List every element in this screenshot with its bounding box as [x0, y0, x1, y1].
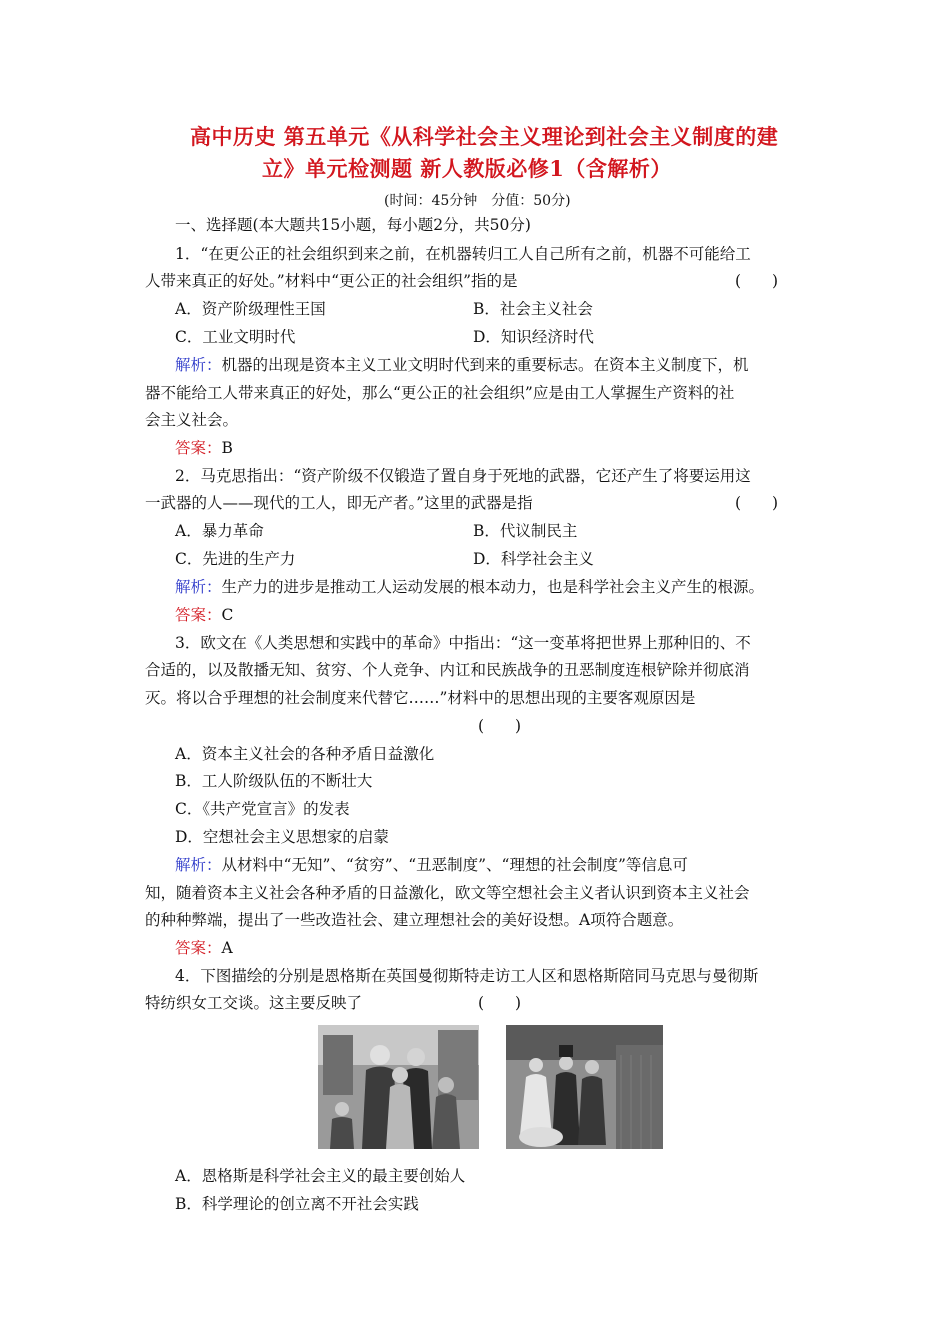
q2-option-a: A．暴力革命 [175, 522, 264, 540]
q1-stem-line-2 [145, 271, 518, 291]
section-heading: 一、选择题(本大题共15小题，每小题2分，共50分) [175, 216, 531, 234]
q3-answer [175, 938, 233, 958]
q2-option-c: C．先进的生产力 [175, 550, 296, 568]
q4-option-b: B．科学理论的创立离不开社会实践 [175, 1195, 419, 1213]
q1-answer-label: 答案： [175, 439, 222, 457]
q2-explanation-line-1 [175, 577, 764, 597]
q1-answer [175, 438, 233, 458]
q2-option-d: D．科学社会主义 [473, 550, 594, 568]
q3-explanation-line-1 [175, 855, 688, 875]
q2-answer [175, 605, 233, 625]
engels-visiting-workers-photo [318, 1025, 479, 1149]
q3-explanation-line-2: 知，随着资本主义社会各种矛盾的日益激化，欧文等空想社会主义者认识到资本主义社会 [145, 884, 750, 902]
q1-explanation-line-1 [175, 355, 749, 375]
q3-stem-line-3: 灭。将以合乎理想的社会制度来代替它……”材料中的思想出现的主要客观原因是 [145, 689, 696, 707]
q3-stem-line-1: 3．欧文在《人类思想和实践中的革命》中指出：“这一变革将把世界上那种旧的、不 [175, 634, 751, 652]
q2-option-b: B．代议制民主 [473, 522, 578, 540]
q2-stem-line-2: 一武器的人——现代的工人，即无产者。”这里的武器是指 [145, 494, 533, 512]
q1-option-d: D．知识经济时代 [473, 328, 594, 346]
q1-option-c: C．工业文明时代 [175, 328, 296, 346]
q3-stem-line-2: 合适的，以及散播无知、贫穷、个人竞争、内讧和民族战争的丑恶制度连根铲除并彻底消 [145, 661, 750, 679]
q2-answer-label: 答案： [175, 606, 222, 624]
q1-option-a: A．资产阶级理性王国 [175, 300, 326, 318]
exam-meta: (时间：45分钟 分值：50分) [384, 193, 571, 209]
q4-stem-line-2: 特纺织女工交谈。这主要反映了 [145, 994, 363, 1012]
q1-stem-text: 人带来真正的好处。”材料中“更公正的社会组织”指的是 [145, 272, 518, 290]
q3-answer-blank: ( ) [478, 717, 522, 735]
q1-answer-blank: ( ) [735, 272, 779, 290]
q4-stem-line-1: 4．下图描绘的分别是恩格斯在英国曼彻斯特走访工人区和恩格斯陪同马克思与曼彻斯 [175, 967, 759, 985]
q1-explanation-text: 机器的出现是资本主义工业文明时代到来的重要标志。在资本主义制度下，机 [221, 356, 749, 374]
q3-explanation-label: 解析： [175, 856, 222, 874]
q4-answer-blank: ( ) [478, 994, 522, 1012]
q2-answer-blank: ( ) [735, 494, 779, 512]
q3-answer-label: 答案： [175, 939, 222, 957]
q3-option-b: B．工人阶级队伍的不断壮大 [175, 772, 373, 790]
q2-explanation-text: 生产力的进步是推动工人运动发展的根本动力，也是科学社会主义产生的根源。 [221, 578, 765, 596]
q2-answer-value: C [221, 606, 234, 624]
q3-option-c: C．《共产党宣言》的发表 [175, 800, 350, 818]
q4-option-a: A．恩格斯是科学社会主义的最主要创始人 [175, 1167, 466, 1185]
document-title-line-2: 立》单元检测题 新人教版必修1（含解析） [262, 156, 672, 181]
q2-stem-line-1: 2．马克思指出：“资产阶级不仅锻造了置自身于死地的武器，它还产生了将要运用这 [175, 467, 751, 485]
q1-stem-line-1: 1．“在更公正的社会组织到来之前，在机器转归工人自己所有之前，机器不可能给工 [175, 245, 751, 263]
q3-explanation-line-3: 的种种弊端，提出了一些改造社会、建立理想社会的美好设想。A项符合题意。 [145, 911, 684, 929]
q2-explanation-label: 解析： [175, 578, 222, 596]
marx-engels-with-textile-workers-photo [506, 1025, 663, 1149]
q1-explanation-line-2: 器不能给工人带来真正的好处，那么“更公正的社会组织”应是由工人掌握生产资料的社 [145, 384, 735, 402]
q3-option-a: A．资本主义社会的各种矛盾日益激化 [175, 745, 435, 763]
q1-explanation-line-3: 会主义社会。 [145, 411, 239, 429]
q3-option-d: D．空想社会主义思想家的启蒙 [175, 828, 389, 846]
document-title-line-1: 高中历史 第五单元《从科学社会主义理论到社会主义制度的建 [190, 124, 779, 149]
q1-option-b: B．社会主义社会 [473, 300, 593, 318]
q1-explanation-label: 解析： [175, 356, 222, 374]
q1-answer-value: B [221, 439, 233, 457]
q3-answer-value: A [221, 939, 233, 957]
q3-explanation-text: 从材料中“无知”、“贫穷”、“丑恶制度”、“理想的社会制度”等信息可 [221, 856, 688, 874]
